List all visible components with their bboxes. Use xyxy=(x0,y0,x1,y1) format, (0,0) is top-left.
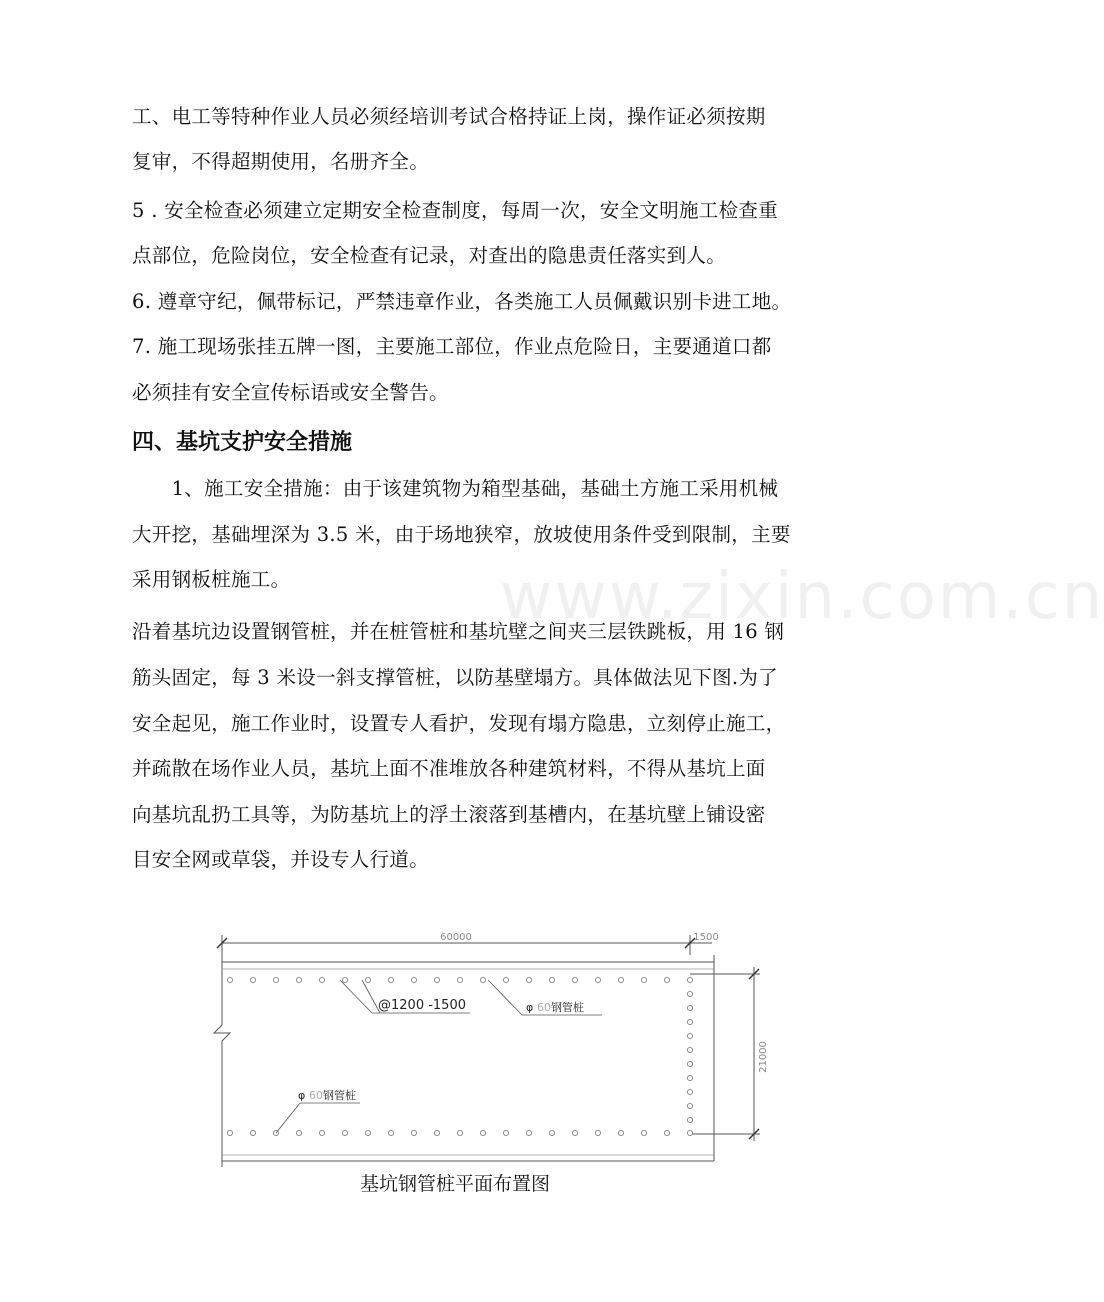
pile-circle xyxy=(687,1061,692,1066)
pile-label-text: 钢管桩 xyxy=(323,1089,356,1102)
pile-circle xyxy=(457,1130,462,1135)
pile-circle xyxy=(250,977,255,982)
pile-circle xyxy=(687,991,692,996)
pile-label-text: 钢管桩 xyxy=(551,1001,584,1014)
pile-row-bottom xyxy=(227,1130,692,1135)
pile-circle xyxy=(296,1130,301,1135)
leader-line xyxy=(276,1103,360,1133)
pile-circle xyxy=(365,977,370,982)
pile-label-phi: φ xyxy=(526,1001,534,1014)
text-line: 采用钢板桩施工。 xyxy=(132,568,291,591)
text-line: 大开挖，基础埋深为 3.5 米，由于场地狭窄，放坡使用条件受到限制，主要 xyxy=(132,523,791,546)
pile-circle xyxy=(664,977,669,982)
pile-circle xyxy=(388,977,393,982)
dim-length-label: 60000 xyxy=(440,932,472,943)
pile-circle xyxy=(687,1117,692,1122)
pile-label-size: 60 xyxy=(309,1089,323,1102)
text-line: 工、电工等特种作业人员必须经培训考试合格持证上岗，操作证必须按期 xyxy=(132,105,766,128)
pile-circle xyxy=(227,1130,232,1135)
pile-circle xyxy=(641,1130,646,1135)
dim-end-label: 1500 xyxy=(693,932,719,943)
pit-left-break-line xyxy=(214,955,230,1167)
text-line: 必须挂有安全宣传标语或安全警告。 xyxy=(132,381,449,404)
pile-circle xyxy=(687,1075,692,1080)
pile-circle xyxy=(319,977,324,982)
pile-circle xyxy=(342,1130,347,1135)
pile-circle xyxy=(526,977,531,982)
pile-circle xyxy=(250,1130,255,1135)
pile-circle xyxy=(319,1130,324,1135)
spacing-label: @1200 -1500 xyxy=(378,998,466,1013)
text-line: 5 . 安全检查必须建立定期安全检查制度，每周一次，安全文明施工检查重 xyxy=(132,199,779,222)
pile-circle xyxy=(434,977,439,982)
text-line: 向基坑乱扔工具等，为防基坑上的浮土滚落到基槽内，在基坑壁上铺设密 xyxy=(132,803,766,826)
pile-circle xyxy=(618,977,623,982)
pile-circle xyxy=(595,1130,600,1135)
pile-circle xyxy=(388,1130,393,1135)
pile-circle xyxy=(503,1130,508,1135)
pile-layout-drawing xyxy=(0,915,920,1175)
pile-circle xyxy=(480,1130,485,1135)
pile-circle xyxy=(480,977,485,982)
pile-circle xyxy=(296,977,301,982)
text-line: 目安全网或草袋，并设专人行道。 xyxy=(132,848,430,871)
pile-circle xyxy=(342,977,347,982)
watermark: www.zixin.com.cn xyxy=(500,560,1104,634)
pile-label-size: 60 xyxy=(537,1001,551,1014)
pile-circle xyxy=(411,1130,416,1135)
pile-circle xyxy=(503,977,508,982)
pile-circle xyxy=(687,1019,692,1024)
pile-circle xyxy=(595,977,600,982)
pile-circle xyxy=(687,1089,692,1094)
text-line: 7. 施工现场张挂五牌一图，主要施工部位，作业点危险日，主要通道口都 xyxy=(132,335,772,358)
pile-row-top xyxy=(227,977,692,982)
text-line: 安全起见，施工作业时，设置专人看护，发现有塌方隐患，立刻停止施工， xyxy=(132,712,786,735)
pile-circle xyxy=(572,1130,577,1135)
figure-caption: 基坑钢管桩平面布置图 xyxy=(359,1173,550,1195)
pile-column-right xyxy=(687,991,692,1122)
pile-circle xyxy=(457,977,462,982)
pile-circle xyxy=(549,1130,554,1135)
text-line: 1、施工安全措施：由于该建筑物为箱型基础，基础土方施工采用机械 xyxy=(132,477,779,500)
pile-circle xyxy=(664,1130,669,1135)
text-line: 复审，不得超期使用，名册齐全。 xyxy=(132,150,430,173)
pile-circle xyxy=(687,1103,692,1108)
text-line: 并疏散在场作业人员，基坑上面不准堆放各种建筑材料，不得从基坑上面 xyxy=(132,757,766,780)
pile-label-phi: φ xyxy=(298,1089,306,1102)
pile-circle xyxy=(365,1130,370,1135)
pile-circle xyxy=(227,977,232,982)
pile-circle xyxy=(687,1005,692,1010)
section-title: 四、基坑支护安全措施 xyxy=(132,430,353,455)
pile-circle xyxy=(687,1033,692,1038)
text-line: 6. 遵章守纪，佩带标记，严禁违章作业，各类施工人员佩戴识别卡进工地。 xyxy=(132,290,792,313)
text-line: 沿着基坑边设置钢管桩，并在桩管桩和基坑壁之间夹三层铁跳板，用 16 钢 xyxy=(132,620,785,643)
pile-circle xyxy=(411,977,416,982)
text-line: 筋头固定，每 3 米设一斜支撑管桩，以防基壁塌方。具体做法见下图.为了 xyxy=(132,666,779,689)
text-line: 点部位，危险岗位，安全检查有记录，对查出的隐患责任落实到人。 xyxy=(132,244,727,267)
pile-circle xyxy=(572,977,577,982)
dim-width-label: 21000 xyxy=(758,1041,769,1073)
pile-circle xyxy=(687,1130,692,1135)
pile-circle xyxy=(434,1130,439,1135)
pile-circle xyxy=(273,977,278,982)
pile-circle xyxy=(618,1130,623,1135)
pile-circle xyxy=(526,1130,531,1135)
pile-circle xyxy=(687,1047,692,1052)
pile-circle xyxy=(549,977,554,982)
pile-circle xyxy=(687,977,692,982)
pile-circle xyxy=(641,977,646,982)
